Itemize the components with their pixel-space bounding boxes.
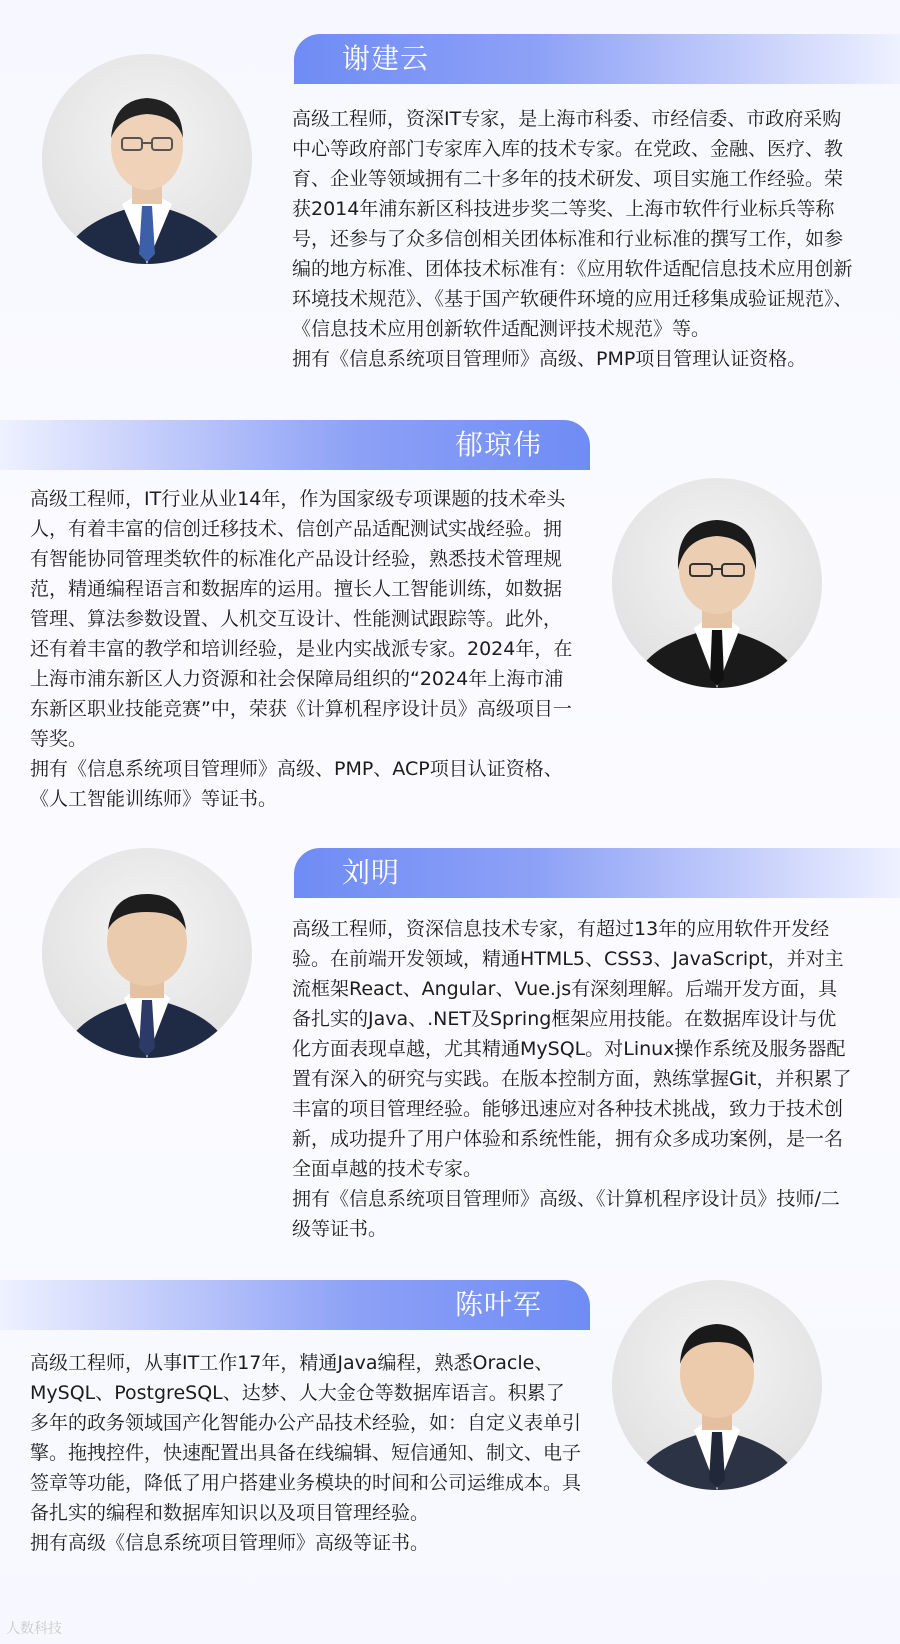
profile-name: 谢建云 [342,42,430,75]
name-banner [0,1280,590,1330]
bio-paragraph: 高级工程师，从事IT工作17年，精通Java编程，熟悉Oracle、MySQL、PostgreSQL、达梦、人大金仓等数据库语言。积累了多年的政务领域国产化智能办公产品技术经验，如：自定义表单引擎。拖拽控件，快速配置出具备在线编辑、短信通知、制文、电子签章等功能，降低了用户搭建业务模块的时间和公司运维成本。具备扎实的编程和数据库知识以及项目管理经验。 [30,1352,582,1524]
profile-card-1 [0,0,900,400]
avatar [612,478,822,688]
avatar [612,1280,822,1490]
profile-name: 刘明 [342,856,401,889]
profile-name: 郁琼伟 [454,428,542,461]
profile-name: 陈叶军 [454,1288,542,1321]
watermark-text: 人数科技 [6,1621,62,1637]
person-portrait-icon [612,478,822,688]
bio-paragraph: 拥有《信息系统项目管理师》高级、《计算机程序设计员》技师/二级等证书。 [292,1188,840,1240]
name-banner [294,34,900,84]
bio-text [292,104,857,374]
bio-text [30,1348,582,1558]
bio-paragraph: 拥有高级《信息系统项目管理师》高级等证书。 [30,1532,430,1554]
bio-paragraph: 高级工程师，资深IT专家，是上海市科委、市经信委、市政府采购中心等政府部门专家库入库的技术专家。在党政、金融、医疗、教育、企业等领域拥有二十多年的技术研发、项目实施工作经验。荣获2014年浦东新区科技进步奖二等奖、上海市软件行业标兵等称号，还参与了众多信创相关团体标准和行业标准的撰写工作，如参编的地方标准、团体技术标准有：《应用软件适配信息技术应用创新环境技术规范》、《基于国产软硬件环境的应用迁移集成验证规范》、《信息技术应用创新软件适配测评技术规范》等。 [292,108,853,340]
bio-text [292,914,852,1244]
person-portrait-icon [612,1280,822,1490]
person-portrait-icon [42,848,252,1058]
profile-card-4 [0,1250,900,1644]
person-portrait-icon [42,54,252,264]
avatar [42,848,252,1058]
profile-card-2 [0,400,900,820]
profile-card-3 [0,820,900,1250]
bio-paragraph: 拥有《信息系统项目管理师》高级、PMP项目管理认证资格。 [292,348,807,370]
name-banner [294,848,900,898]
avatar [42,54,252,264]
bio-text [30,484,578,814]
bio-paragraph: 拥有《信息系统项目管理师》高级、PMP、ACP项目认证资格、《人工智能训练师》等证书。 [30,758,563,810]
bio-paragraph: 高级工程师，IT行业从业14年，作为国家级专项课题的技术牵头人，有着丰富的信创迁移技术、信创产品适配测试实战经验。拥有智能协同管理类软件的标准化产品设计经验，熟悉技术管理规范，精通编程语言和数据库的运用。擅长人工智能训练，如数据管理、算法参数设置、人机交互设计、性能测试跟踪等。此外，还有着丰富的教学和培训经验，是业内实战派专家。2024年，在上海市浦东新区人力资源和社会保障局组织的“2024年上海市浦东新区职业技能竞赛”中，荣获《计算机程序设计员》高级项目一等奖。 [30,488,573,750]
name-banner [0,420,590,470]
bio-paragraph: 高级工程师，资深信息技术专家，有超过13年的应用软件开发经验。在前端开发领域，精通HTML5、CSS3、JavaScript，并对主流框架React、Angular、Vue.js有深刻理解。后端开发方面，具备扎实的Java、.NET及Spring框架应用技能。在数据库设计与优化方面表现卓越，尤其精通MySQL。对Linux操作系统及服务器配置有深入的研究与实践。在版本控制方面，熟练掌握Git，并积累了丰富的项目管理经验。能够迅速应对各种技术挑战，致力于技术创新，成功提升了用户体验和系统性能，拥有众多成功案例，是一名全面卓越的技术专家。 [292,918,852,1180]
